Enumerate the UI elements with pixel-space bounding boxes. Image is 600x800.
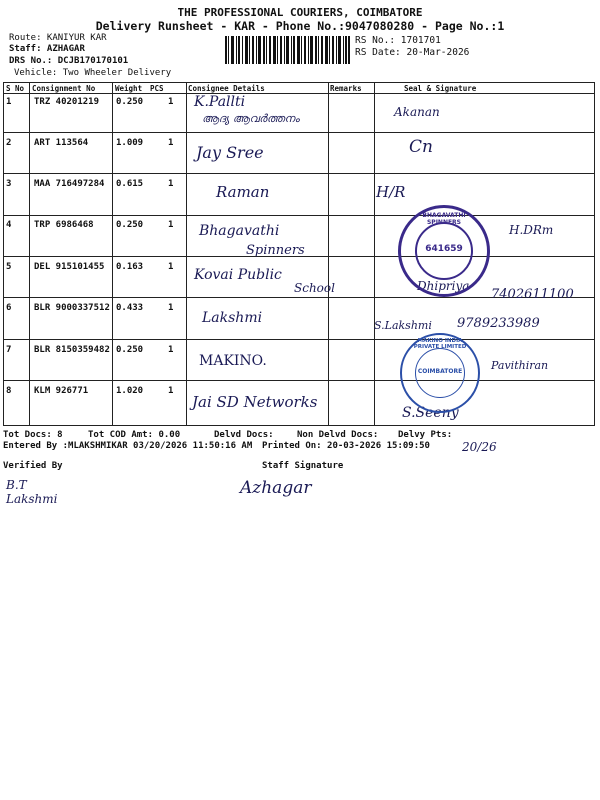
staff-signature-label: Staff Signature <box>262 461 344 471</box>
bhagavathi-stamp-text: BHAGAVATHI SPINNERS <box>422 212 466 226</box>
row-remarks: Dhipriya <box>417 279 470 293</box>
bhagavathi-stamp <box>398 205 490 297</box>
row-pcs: 1 <box>168 345 174 355</box>
entered-by: Entered By :MLAKSHMIKAR 03/20/2026 11:50:16 AM <box>3 441 253 451</box>
row-signature: H.DRm <box>509 223 554 237</box>
row-sno: 4 <box>6 220 12 230</box>
header-consignee: Consignee Details <box>188 84 265 93</box>
header-pcs: PCS <box>150 84 164 93</box>
header-sno: S No <box>6 84 25 93</box>
runsheet-title: Delivery Runsheet - KAR - Phone No.:9047080280 - Page No.:1 <box>95 19 505 33</box>
row-remarks: H/R <box>376 183 406 201</box>
total-docs: Tot Docs: 8 <box>3 430 63 440</box>
row-consignment: MAA 716497284 <box>34 179 105 189</box>
header-remarks: Remarks <box>330 84 362 93</box>
row-weight: 0.250 <box>116 345 144 355</box>
row-sno: 1 <box>6 97 12 107</box>
row-consignee: Jay Sree <box>196 143 264 162</box>
row-pcs: 1 <box>168 138 174 148</box>
row-weight: 0.250 <box>116 97 144 107</box>
row-signature: 7402611100 <box>491 287 574 302</box>
row-sno: 5 <box>6 262 12 272</box>
row-pcs: 1 <box>168 220 174 230</box>
row-consignee: Raman <box>216 183 270 201</box>
row-pcs: 1 <box>168 303 174 313</box>
row-consignment: BLR 9000337512 <box>34 303 110 313</box>
header-weight: Weight <box>115 84 143 93</box>
row-consignment: TRZ 40201219 <box>34 97 100 107</box>
row-consignment: KLM 926771 <box>34 386 89 396</box>
row-weight: 0.250 <box>116 220 144 230</box>
verified-by-label: Verified By <box>3 461 63 471</box>
vehicle-label: Vehicle: Two Wheeler Delivery <box>14 68 172 78</box>
bhagavathi-stamp-code: 641659 <box>425 244 463 254</box>
row-consignee: Bhagavathi <box>199 223 280 239</box>
makino-stamp-city: COIMBATORE <box>417 368 463 375</box>
row-consignment: BLR 8150359482 <box>34 345 110 355</box>
row-signature: Pavithiran <box>491 359 549 372</box>
barcode <box>225 36 350 64</box>
row-consignee-line2: Spinners <box>246 243 305 258</box>
row-pcs: 1 <box>168 97 174 107</box>
row-sno: 2 <box>6 138 12 148</box>
row-pcs: 1 <box>168 262 174 272</box>
row-sno: 7 <box>6 345 12 355</box>
route-label: Route: KANIYUR KAR <box>9 33 107 43</box>
row-weight: 1.009 <box>116 138 144 148</box>
header-seal: Seal & Signature <box>404 84 477 93</box>
row-consignment: ART 113564 <box>34 138 89 148</box>
row-signature: 9789233989 <box>457 316 540 331</box>
staff-label: Staff: AZHAGAR <box>9 44 85 54</box>
row-weight: 0.615 <box>116 179 144 189</box>
row-consignee: K.Pallti <box>194 94 246 110</box>
row-weight: 1.020 <box>116 386 144 396</box>
makino-stamp <box>400 333 480 413</box>
row-signature: S.Seeny <box>402 405 459 421</box>
header-consignment: Consignment No <box>32 84 96 93</box>
row-signature: Akanan <box>394 105 440 119</box>
row-consignee: Kovai Public <box>194 267 282 283</box>
row-consignee: Jai SD Networks <box>192 393 318 411</box>
row-sno: 6 <box>6 303 12 313</box>
runsheet-table <box>3 82 595 426</box>
rs-number: RS No.: 1701701 <box>355 35 441 46</box>
row-remarks: S.Lakshmi <box>374 319 432 332</box>
company-title: THE PROFESSIONAL COURIERS, COIMBATORE <box>177 6 423 19</box>
staff-signature: Azhagar <box>240 478 312 498</box>
row-weight: 0.163 <box>116 262 144 272</box>
row-consignment: TRP 6986468 <box>34 220 94 230</box>
row-consignment: DEL 915101455 <box>34 262 105 272</box>
row-consignee-line2: ആദ്യ ആവര്‍ത്തനം <box>202 112 300 125</box>
row-pcs: 1 <box>168 179 174 189</box>
row-pcs: 1 <box>168 386 174 396</box>
printed-on: Printed On: 20-03-2026 15:09:50 <box>262 441 430 451</box>
delivered-docs: Delvd Docs: <box>214 430 274 440</box>
drs-label: DRS No.: DCJB170170101 <box>9 56 129 66</box>
delivery-points: Delvy Pts: <box>398 430 453 440</box>
handwritten-date: 20/26 <box>462 440 497 454</box>
row-sno: 3 <box>6 179 12 189</box>
row-consignee: Lakshmi <box>202 310 263 326</box>
verified-signature: B.T Lakshmi <box>6 478 58 506</box>
row-consignee-line2: School <box>294 281 335 295</box>
makino-stamp-text: MAKINO INDIA PRIVATE LIMITED <box>413 338 467 350</box>
rs-date: RS Date: 20-Mar-2026 <box>355 47 470 58</box>
row-signature: Cn <box>409 137 433 157</box>
non-delivered-docs: Non Delvd Docs: <box>297 430 379 440</box>
total-cod: Tot COD Amt: 0.00 <box>88 430 181 440</box>
row-sno: 8 <box>6 386 12 396</box>
row-weight: 0.433 <box>116 303 144 313</box>
row-consignee: MAKINO. <box>199 353 267 369</box>
